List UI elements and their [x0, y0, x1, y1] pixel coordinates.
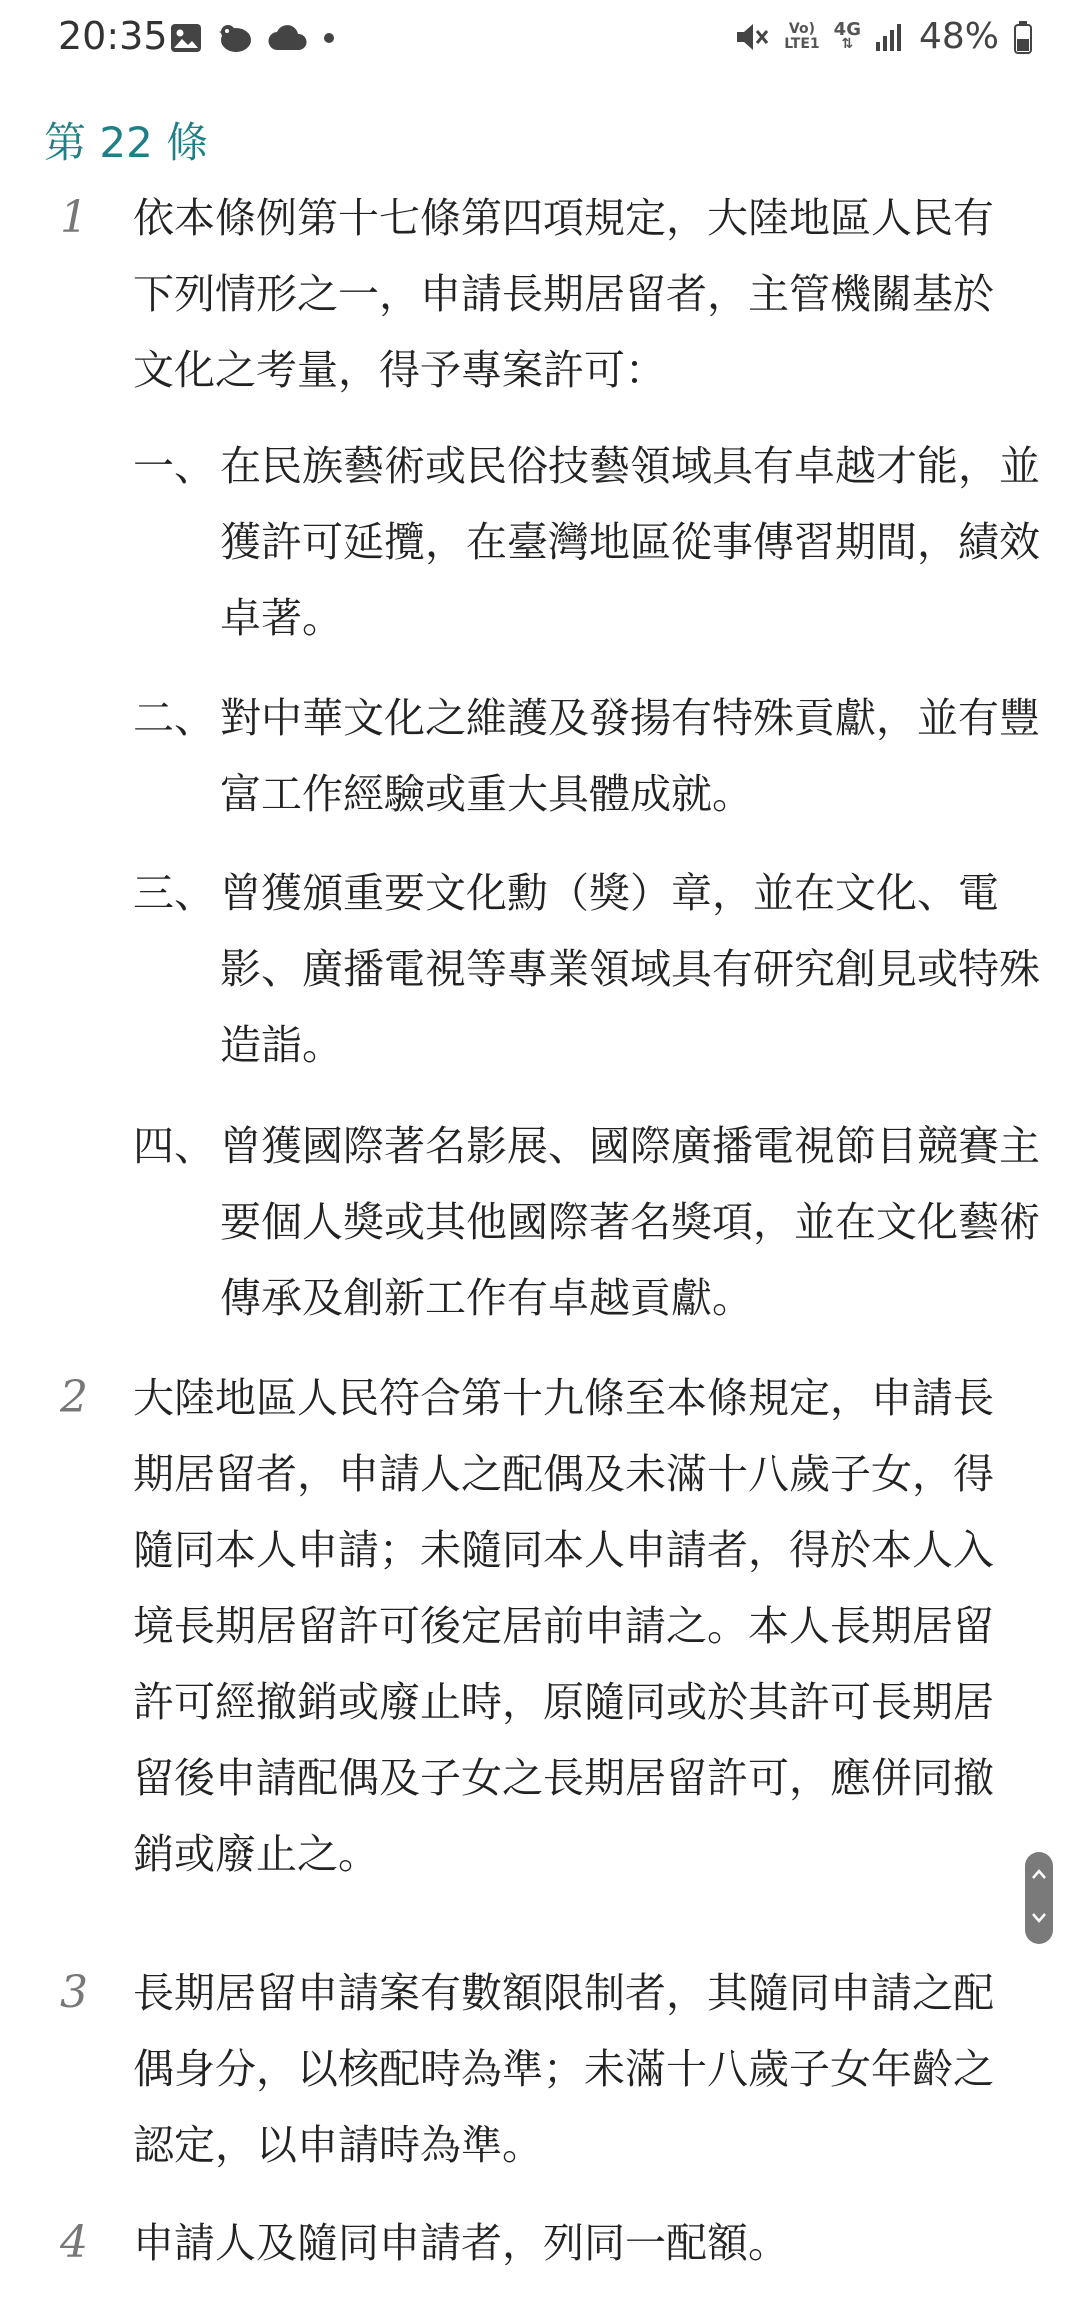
fast-scroll-handle[interactable] — [1025, 1852, 1053, 1944]
list-item-text: 在民族藝術或民俗技藝領域具有卓越才能，並獲許可延攬，在臺灣地區從事傳習期間，績效卓著。 — [220, 442, 1040, 642]
status-bar — [0, 0, 1079, 78]
image-icon — [170, 23, 202, 53]
paragraph-number: 2 — [60, 1372, 88, 1423]
list-item-text: 曾獲國際著名影展、國際廣播電視節目競賽主要個人獎或其他國際著名獎項，並在文化藝術傳承及創新工作有卓越貢獻。 — [220, 1122, 1040, 1322]
paragraph-number: 3 — [60, 1967, 88, 2018]
battery-icon — [1013, 20, 1033, 54]
paragraph-number: 1 — [60, 192, 88, 243]
paragraph-text: 長期居留申請案有數額限制者，其隨同申請之配偶身分，以核配時為準；未滿十八歲子女年齡之認定，以申請時為準。 — [133, 1969, 994, 2169]
paragraph-text: 申請人及隨同申請者，列同一配額。 — [133, 2219, 789, 2267]
cloud-icon — [268, 25, 308, 51]
signal-icon — [875, 22, 905, 52]
chevron-down-icon — [1031, 1912, 1047, 1924]
notification-icons — [170, 22, 336, 54]
list-item-prefix: 二、 — [133, 694, 215, 742]
dot-icon — [322, 31, 336, 45]
status-right — [734, 16, 1033, 57]
paragraph-text: 大陸地區人民符合第十九條至本條規定，申請長期居留者，申請人之配偶及未滿十八歲子女，得隨同本人申請；未隨同本人申請者，得於本人入境長期居留許可後定居前申請之。本人長期居留許可經撤銷或廢止時，原隨同或於其許可長期居留後申請配偶及子女之長期居留許可，應併同撤銷或廢止之。 — [133, 1374, 994, 1878]
4g-icon: 4G ⇅ — [833, 18, 861, 52]
list-item-prefix: 四、 — [133, 1122, 215, 1170]
article-title: 第 22 條 — [44, 118, 209, 167]
mute-icon — [734, 20, 770, 54]
bird-icon — [216, 22, 254, 54]
chevron-up-icon — [1031, 1868, 1047, 1880]
paragraph-text: 依本條例第十七條第四項規定，大陸地區人民有下列情形之一，申請長期居留者，主管機關基於文化之考量，得予專案許可： — [133, 194, 994, 394]
paragraph-number: 4 — [60, 2217, 88, 2268]
volte-icon: Vo) LTE1 — [784, 20, 820, 52]
list-item-text: 對中華文化之維護及發揚有特殊貢獻，並有豐富工作經驗或重大具體成就。 — [220, 694, 1040, 818]
list-item-prefix: 三、 — [133, 869, 215, 917]
list-item-text: 曾獲頒重要文化勳（獎）章，並在文化、電影、廣播電視等專業領域具有研究創見或特殊造詣。 — [220, 869, 1040, 1069]
status-time: 20:35 — [58, 14, 168, 58]
list-item-prefix: 一、 — [133, 442, 215, 490]
battery-percent: 48% — [918, 16, 999, 57]
